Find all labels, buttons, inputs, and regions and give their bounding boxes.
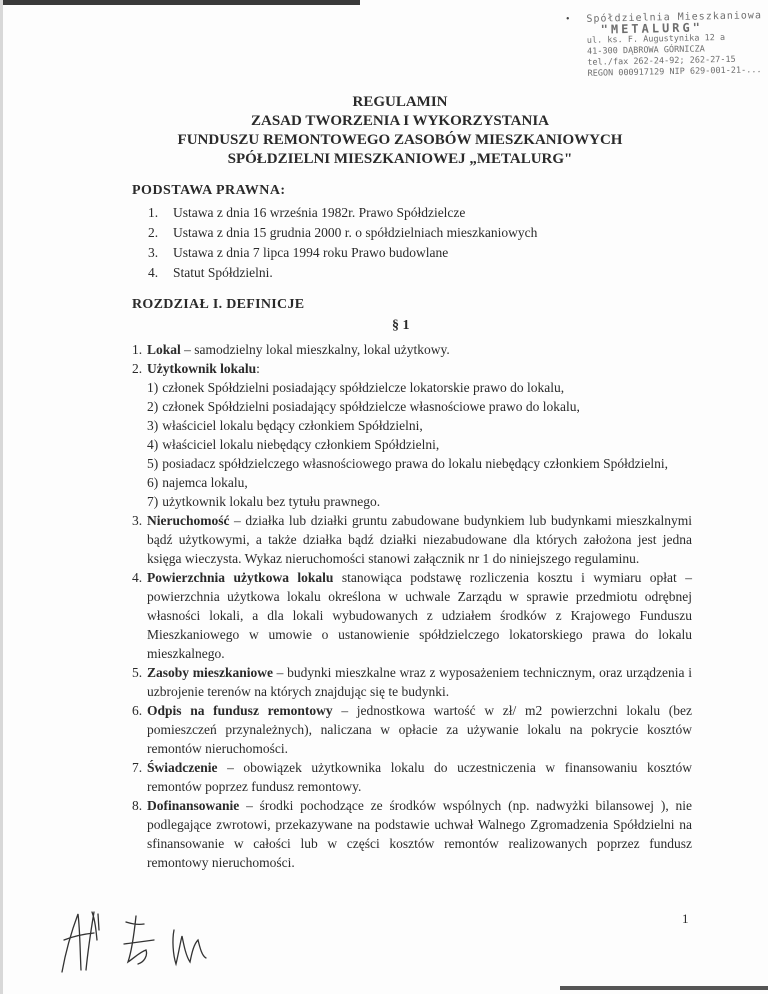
definition-term: Odpis na fundusz remontowy bbox=[147, 703, 333, 718]
stamp-line: Spółdzielnia Mieszkaniowa bbox=[586, 10, 763, 25]
sub-text: właściciel lokalu niebędący członkiem Spółdzielni, bbox=[162, 437, 440, 452]
definition-term: Dofinansowanie bbox=[147, 798, 240, 813]
item-number: 1. bbox=[148, 205, 159, 220]
definition-number: 2. bbox=[132, 361, 143, 376]
definition-term: Powierzchnia użytkowa lokalu bbox=[147, 570, 334, 585]
user-type-item bbox=[147, 454, 692, 473]
item-number: 2. bbox=[148, 225, 159, 240]
legal-basis-item bbox=[148, 223, 537, 243]
user-type-item bbox=[147, 378, 692, 397]
definitions-list bbox=[132, 340, 692, 872]
title-line: REGULAMIN bbox=[352, 94, 448, 110]
item-number: 3. bbox=[148, 245, 159, 260]
item-text: Ustawa z dnia 16 września 1982r. Prawo Spółdzielcze bbox=[173, 205, 466, 220]
user-type-item bbox=[147, 473, 692, 492]
definition-number: 4. bbox=[132, 570, 143, 585]
signature-stroke bbox=[173, 930, 206, 964]
definition-number: 5. bbox=[132, 665, 143, 680]
sub-number: 2) bbox=[147, 399, 159, 414]
definition-term: Świadczenie bbox=[147, 760, 218, 775]
item-number: 4. bbox=[148, 265, 159, 280]
definition-item bbox=[132, 359, 692, 378]
definition-text: : bbox=[256, 361, 260, 376]
title-line: FUNDUSZU REMONTOWEGO ZASOBÓW MIESZKANIOWYCH bbox=[177, 132, 623, 148]
chapter-heading: ROZDZIAŁ I. DEFINICJE bbox=[132, 297, 305, 312]
definition-item bbox=[132, 663, 692, 701]
paragraph-mark: § 1 bbox=[392, 318, 410, 333]
scan-edge-bottom bbox=[560, 986, 768, 990]
sub-number: 1) bbox=[147, 380, 159, 395]
signature-stroke bbox=[124, 940, 154, 944]
sub-text: użytkownik lokalu bez tytułu prawnego. bbox=[162, 494, 381, 509]
handwritten-initials bbox=[54, 900, 254, 980]
sub-text: właściciel lokalu będący członkiem Spółdzielni, bbox=[162, 418, 423, 433]
scan-edge-left bbox=[0, 0, 3, 994]
sub-number: 7) bbox=[147, 494, 159, 509]
definition-number: 1. bbox=[132, 342, 143, 357]
stamp-line: 41-300 DĄBROWA GÓRNICZA bbox=[587, 44, 705, 57]
definition-number: 8. bbox=[132, 798, 143, 813]
sub-number: 3) bbox=[147, 418, 159, 433]
definition-number: 7. bbox=[132, 760, 143, 775]
legal-basis-item bbox=[148, 243, 537, 263]
user-type-item bbox=[147, 416, 692, 435]
definition-term: Użytkownik lokalu bbox=[147, 361, 257, 376]
legal-basis-list bbox=[148, 203, 537, 283]
sub-number: 4) bbox=[147, 437, 159, 452]
definition-term: Lokal bbox=[147, 342, 181, 357]
item-text: Ustawa z dnia 7 lipca 1994 roku Prawo budowlane bbox=[173, 245, 449, 260]
user-type-item bbox=[147, 397, 692, 416]
signature-stroke bbox=[86, 912, 97, 970]
definition-term: Zasoby mieszkaniowe bbox=[147, 665, 273, 680]
stamp-dot: • bbox=[566, 14, 570, 25]
definition-item bbox=[132, 568, 692, 663]
definition-text: – budynki mieszkalne wraz z wyposażeniem technicznym, oraz urządzenia i uzbrojenie terenów na których znajdując się te budynki. bbox=[147, 665, 692, 699]
definition-number: 6. bbox=[132, 703, 143, 718]
title-line: ZASAD TWORZENIA I WYKORZYSTANIA bbox=[251, 113, 549, 129]
definition-text: – obowiązek użytkownika lokalu do uczestniczenia w finansowaniu kosztów remontów poprzez fundusz remontowy. bbox=[147, 760, 692, 794]
signature-stroke bbox=[126, 916, 147, 964]
stamp-line: tel./fax 262-24-92; 262-27-15 bbox=[587, 54, 736, 68]
definition-item bbox=[132, 796, 692, 872]
stamp-line: "METALURG" bbox=[600, 20, 704, 37]
definition-text: – środki pochodzące ze środków wspólnych (np. nadwyżki bilansowej ), nie podlegające zwrotowi, przekazywane na podstawie uchwał Walnego Zgromadzenia Spółdzielni na sfinansowanie w całości lub w części kosztów remontów realizowanych poprzez fundusz remontowy nieruchomości. bbox=[147, 798, 692, 870]
sub-number: 6) bbox=[147, 475, 159, 490]
item-text: Ustawa z dnia 15 grudnia 2000 r. o spółdzielniach mieszkaniowych bbox=[173, 225, 538, 240]
sub-text: członek Spółdzielni posiadający spółdzielcze własnościowe prawo do lokalu, bbox=[162, 399, 580, 414]
stamp-line: ul. ks. F. Augustynika 12 a bbox=[586, 32, 726, 46]
signature-stroke bbox=[98, 914, 99, 930]
definition-number: 3. bbox=[132, 513, 143, 528]
title-line: SPÓŁDZIELNI MIESZKANIOWEJ „METALURG" bbox=[227, 151, 573, 167]
definition-text: stanowiąca podstawę rozliczenia kosztu i wymiaru opłat – powierzchnia użytkowa lokalu określona w uchwale Zarządu w sprawie przedmiotu odrębnej własności lokali, a dla lokali wybudowanych z udziałem środków z Krajowego Funduszu Mieszkaniowego w umowie o ustanowienie spółdzielczego lokatorskiego prawa do lokalu mieszkalnego. bbox=[147, 570, 692, 661]
definition-item bbox=[132, 758, 692, 796]
cooperative-stamp bbox=[586, 10, 763, 80]
definition-term: Nieruchomość bbox=[147, 513, 230, 528]
legal-basis-heading: PODSTAWA PRAWNA: bbox=[132, 183, 286, 198]
legal-basis-item bbox=[148, 263, 537, 283]
definition-item bbox=[132, 511, 692, 568]
sub-text: posiadacz spółdzielczego własnościowego prawa do lokalu niebędący członkiem Spółdzielni, bbox=[162, 456, 668, 471]
user-type-item bbox=[147, 492, 692, 511]
sub-text: najemca lokalu, bbox=[162, 475, 248, 490]
scan-edge-top bbox=[0, 0, 360, 5]
definition-text: – samodzielny lokal mieszkalny, lokal użytkowy. bbox=[180, 342, 450, 357]
definition-text: – jednostkowa wartość w zł/ m2 powierzchni lokalu (bez pomieszczeń przynależnych), naliczana w opłacie za używanie lokalu na pokrycie kosztów remontów nieruchomości. bbox=[147, 703, 692, 756]
stamp-line: REGON 000917129 NIP 629-001-21-... bbox=[587, 65, 762, 79]
definition-text: – działka lub działki gruntu zabudowane budynkiem lub budynkami mieszkalnymi bądź użytkowymi, a także działka bądź działki niezabudowane dla których założona jest jedna księga wieczysta. Wykaz nieruchomości stanowi załącznik nr 1 do niniejszego regulaminu. bbox=[147, 513, 692, 566]
page-number: 1 bbox=[682, 911, 689, 926]
definition-item bbox=[132, 340, 692, 359]
sub-number: 5) bbox=[147, 456, 159, 471]
sub-text: członek Spółdzielni posiadający spółdzielcze lokatorskie prawo do lokalu, bbox=[162, 380, 565, 395]
legal-basis-item bbox=[148, 203, 537, 223]
definition-item bbox=[132, 701, 692, 758]
user-type-item bbox=[147, 435, 692, 454]
signature-stroke bbox=[62, 914, 81, 972]
document-title bbox=[100, 93, 700, 169]
item-text: Statut Spółdzielni. bbox=[173, 265, 273, 280]
